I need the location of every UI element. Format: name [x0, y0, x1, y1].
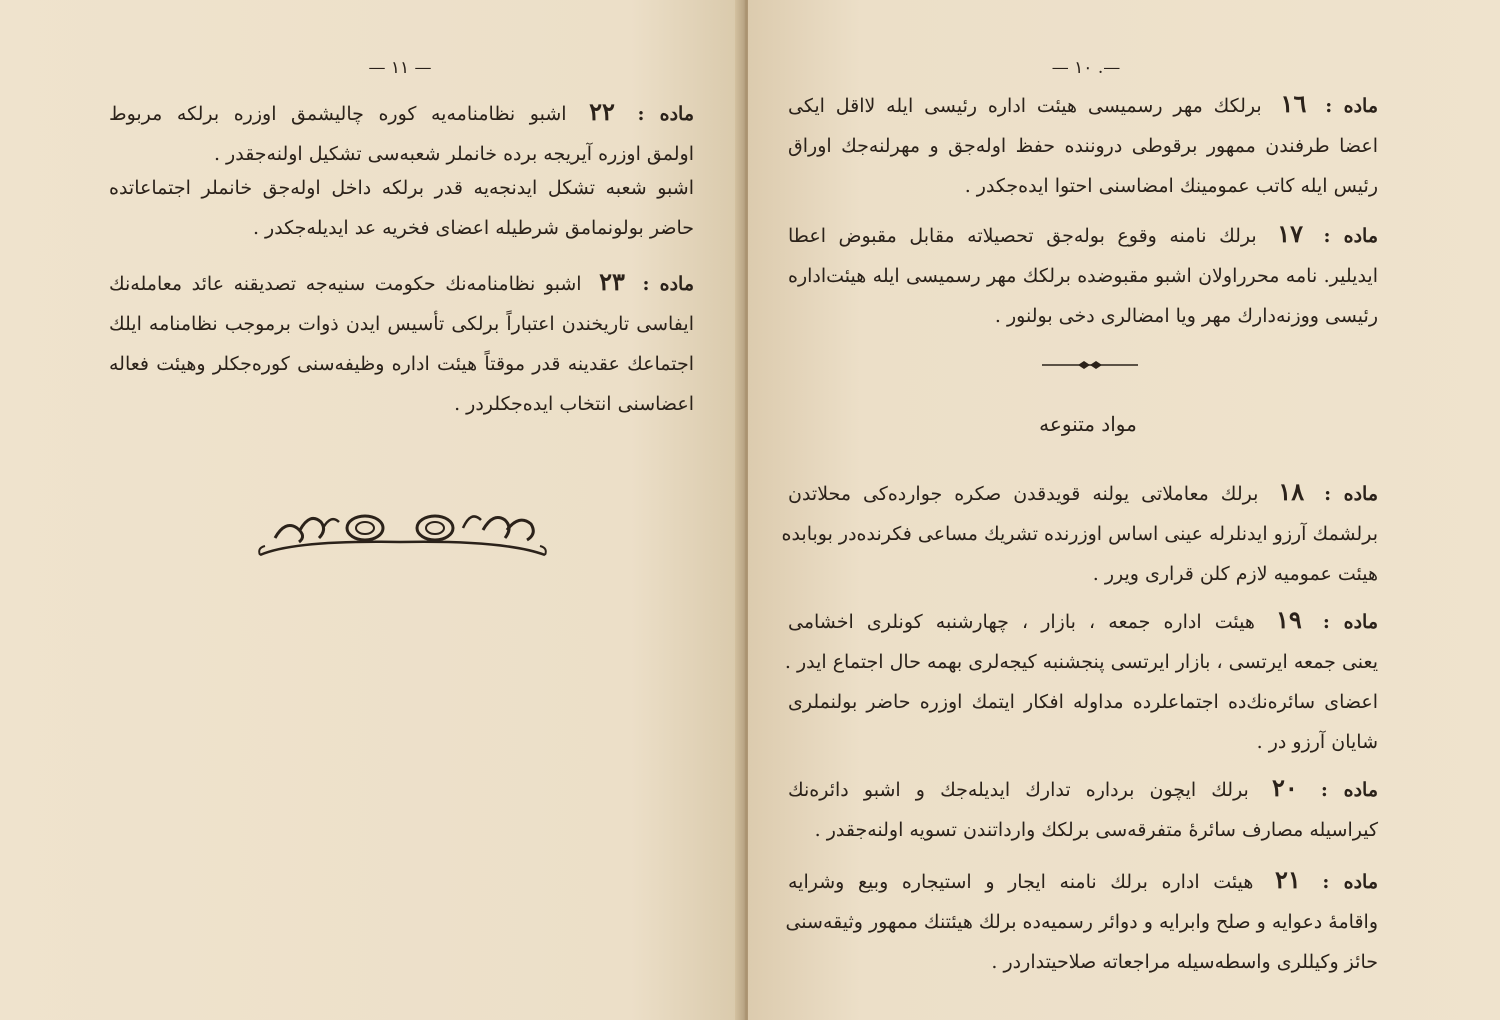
article-text: برلکك مهر رسمیسی هیئت اداره رئیسی ایله لااقل ایکی	[788, 95, 1262, 117]
article-text: اشبو نظامنامه‌یه کوره چالیشمق اوزره برلکه مربوط	[109, 103, 567, 125]
article-line: اشبو شعبه تشکل ایدنجه‌یه قدر برلکه داخل اوله‌جق خانملر اجتماعاتده	[109, 177, 694, 199]
article-line: ایفاسی تاریخندن اعتباراً برلکی تأسیس ایدن ذوات برموجب نظامنامه ایلك	[109, 313, 694, 335]
article-text: برلك ایچون برداره تدارك ایدیله‌جك و اشبو دائره‌نك	[788, 779, 1249, 801]
article-line: شایان آرزو در .	[1256, 731, 1378, 753]
page-number-right: —. ١٠ —	[1051, 58, 1121, 78]
article-number: ١٦	[1280, 89, 1307, 118]
article-line	[788, 472, 1378, 514]
section-heading: مواد متنوعه	[1039, 412, 1137, 436]
article-16	[788, 84, 1378, 206]
article-line	[109, 92, 694, 134]
article-text: برلك نامنه وقوع بوله‌جق تحصیلاته مقابل مقبوض اعطا	[788, 225, 1257, 247]
article-label: ماده :	[1322, 611, 1378, 633]
article-label: ماده :	[1324, 483, 1378, 505]
article-20	[788, 768, 1378, 850]
article-label: ماده :	[642, 273, 694, 295]
article-label: ماده :	[637, 103, 694, 125]
article-text: برلك معاملاتی یولنه قویدقدن صکره جوارده‌کی محلاتدن	[788, 483, 1259, 505]
article-line: حاضر بولونمامق شرطیله اعضای فخریه عد ایدیله‌جکدر .	[252, 217, 694, 239]
article-line: ایدیلیر. نامه محرراولان اشبو مقبوضده برلکك مهر رسمیسی ایله هیئت‌اداره	[788, 265, 1378, 287]
divider-ornament-icon	[1040, 358, 1140, 372]
article-22-paragraph-2	[109, 168, 694, 248]
article-line	[788, 214, 1378, 256]
article-18	[781, 472, 1378, 594]
article-line	[788, 600, 1378, 642]
article-number: ١٩	[1276, 605, 1302, 634]
article-number: ٢٢	[589, 97, 615, 126]
article-line	[109, 262, 694, 304]
article-number: ١٧	[1277, 219, 1303, 248]
page-number-left: — ١١ —	[368, 58, 432, 78]
article-line: هیئت عمومیه لازم کلن قراری ویرر .	[1092, 563, 1378, 585]
article-number: ١٨	[1278, 477, 1305, 506]
article-line: اولمق اوزره آیریجه برده خانملر شعبه‌سی تشکیل اولنه‌جقدر .	[213, 143, 694, 165]
article-number: ٢١	[1275, 865, 1301, 894]
article-line	[788, 84, 1378, 126]
article-line: حائز وکیللری واسطه‌سیله مراجعاته صلاحیتداردر .	[991, 951, 1378, 973]
article-text: اشبو نظامنامه‌نك حکومت سنیه‌جه تصدیقنه عائد معامله‌نك	[109, 273, 582, 295]
article-text: هیئت اداره جمعه ، بازار ، چهارشنبه کونلری اخشامی	[788, 611, 1255, 633]
article-21	[785, 860, 1379, 982]
article-line	[788, 860, 1378, 902]
article-23	[109, 262, 694, 424]
article-line: یعنی جمعه ایرتسی ، بازار ایرتسی پنجشنبه کیجه‌لری بهمه حال اجتماع ایدر .	[784, 651, 1378, 673]
ornament-flourish-icon	[255, 500, 550, 565]
article-19	[784, 600, 1378, 762]
article-22	[109, 92, 694, 174]
article-line: اعضای سائره‌نك‌ده اجتماعلرده مداوله افکار ایتمك اوزره حاضر بولنملری	[788, 691, 1378, 713]
article-label: ماده :	[1323, 225, 1378, 247]
article-line: اعضاسنی انتخاب ایده‌جکلردر .	[454, 393, 694, 415]
article-label: ماده :	[1322, 871, 1379, 893]
article-label: ماده :	[1325, 95, 1379, 117]
article-line: برلشمك آرزو ایدنلرله عینی اساس اوزرنده تشریك مساعی فکرنده‌در بوبابده	[781, 523, 1378, 545]
right-page	[748, 0, 1500, 1020]
article-17	[788, 214, 1378, 336]
article-line: اعضا طرفندن ممهور برقوطی دروننده حفظ اوله‌جق و مهرلنه‌جك اوراق	[788, 135, 1378, 157]
article-line: واقامهٔ دعوایه و صلح وابرایه و دوائر رسمیه‌ده برلك هیئتنك ممهور وثیقه‌سنی	[785, 911, 1378, 933]
article-line	[788, 768, 1378, 810]
article-number: ٢٣	[599, 267, 625, 296]
left-page	[0, 0, 742, 1020]
article-line: رئیسی ووزنه‌دارك مهر ویا امضالری دخی بولنور .	[994, 305, 1378, 327]
article-line: اجتماعك عقدینه قدر موقتاً هیئت اداره وظیفه‌سنی کوره‌جکلر وهیئت فعاله	[109, 353, 694, 375]
article-label: ماده :	[1320, 779, 1379, 801]
article-line: رئیس ایله کاتب عمومینك امضاسنی احتوا ایده‌جکدر .	[964, 175, 1378, 197]
article-line: کیراسیله مصارف سائرهٔ متفرقه‌سی برلکك وارداتندن تسویه اولنه‌جقدر .	[814, 819, 1378, 841]
article-number: ٢٠	[1271, 773, 1298, 802]
article-text: هیئت اداره برلك نامنه ایجار و استیجاره وبیع وشرایه	[788, 871, 1254, 893]
